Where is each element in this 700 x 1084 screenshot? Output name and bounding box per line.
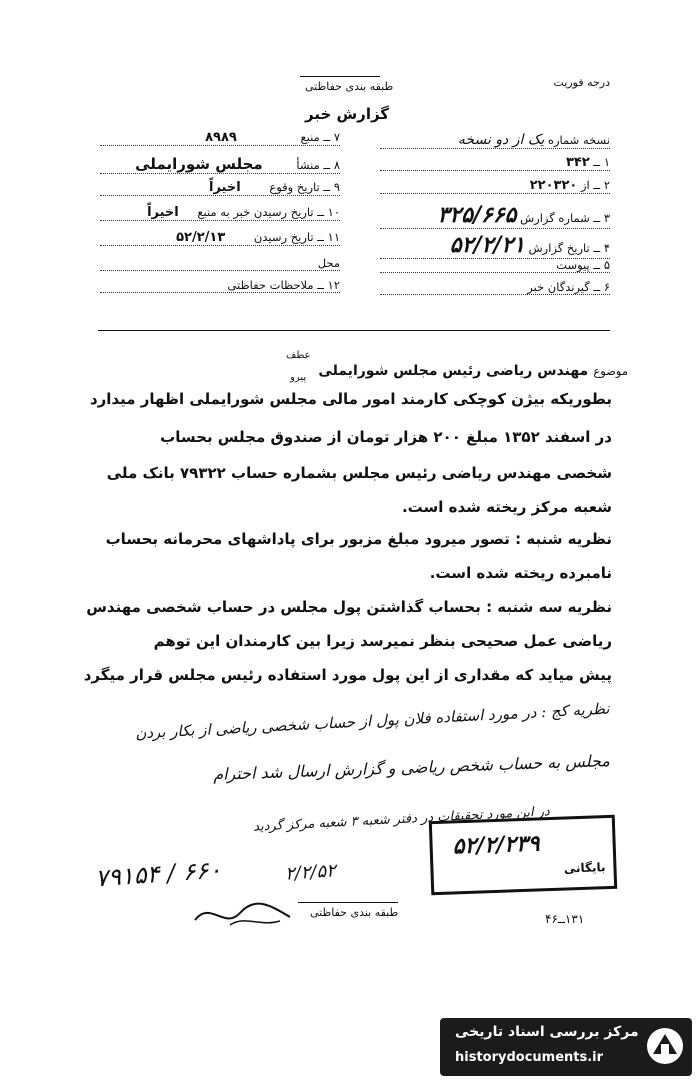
field-12-label: ۱۲ ــ ملاحظات حفاظتی <box>227 278 340 292</box>
field-8-value: مجلس شورایملی <box>135 155 263 173</box>
field-6-label: ۶ ــ گیرندگان خبر <box>527 280 610 294</box>
field-10-source-receipt-date <box>100 205 340 221</box>
classification-line-bottom <box>298 902 398 903</box>
registry-stamp <box>429 815 617 895</box>
body-line-4: شعبه مرکز ریخته شده است. <box>401 498 612 516</box>
copy-number-value: یک از دو نسخه <box>457 132 545 148</box>
body-line-5: نظریه شنبه : تصور میرود مبلغ مزبور برای پاداشهای محرمانه بحساب <box>105 530 612 548</box>
body-line-6: نامبرده ریخته شده است. <box>429 564 612 582</box>
copy-number-label: نسخه شماره <box>547 133 610 147</box>
field-10-value: اخیراً <box>147 205 179 220</box>
body-line-9: پیش میاید که مقداری از این پول مورد استفاده رئیس مجلس قرار میگرد <box>83 666 612 684</box>
field-1-label: ۱ ــ <box>593 155 610 169</box>
field-3-value: ۳۲۵/۶۶۵ <box>437 202 517 228</box>
field-10-label: ۱۰ ــ تاریخ رسیدن خبر به منبع <box>197 205 340 219</box>
header-separator <box>98 330 610 331</box>
watermark-title: مرکز بررسی اسناد تاریخی <box>455 1024 639 1040</box>
classification-label-bottom: طبقه بندی حفاظتی <box>310 906 399 919</box>
field-place-label: محل <box>317 256 340 270</box>
field-1-value: ۳۴۲ <box>565 155 590 170</box>
classification-label-top: طبقه بندی حفاظتی <box>305 80 394 93</box>
field-2-value: ۲۲۰۳۲۰ <box>529 178 578 193</box>
peyro-label: پیرو <box>290 372 307 383</box>
field-1 <box>380 155 610 171</box>
field-3-report-number <box>380 202 610 229</box>
form-code: ۱۳۱ــ۴۶ <box>545 912 585 926</box>
archive-logo-icon <box>645 1026 685 1066</box>
field-5-label: ۵ ــ پیوست <box>556 258 610 272</box>
body-line-1: بطوریکه بیژن کوچکی کارمند امور مالی مجلس شورایملی اظهار میدارد <box>89 390 612 408</box>
subject-label: موضوع <box>593 364 628 378</box>
field-9-value: اخیراً <box>209 180 241 195</box>
body-line-8: ریاضی عمل صحیحی بنظر نمیرسد زیرا بین کارمندان این توهم <box>153 632 612 650</box>
field-4-value: ۵۲/۲/۲۱ <box>449 232 525 258</box>
signature <box>190 895 300 935</box>
field-3-label: ۳ ــ شماره گزارش <box>520 211 610 225</box>
field-8-label: ۸ ــ منشأ <box>296 158 340 172</box>
body-line-7: نظریه سه شنبه : بحساب گذاشتن پول مجلس در حساب شخصی مهندس <box>86 598 612 616</box>
priority-label: درجه فوریت <box>553 76 610 89</box>
field-2 <box>380 178 610 194</box>
field-place <box>100 256 340 271</box>
stamp-label: بایگانی <box>563 860 606 876</box>
field-9-label: ۹ ــ تاریخ وقوع <box>269 180 340 194</box>
field-11-receipt-date <box>100 230 340 246</box>
field-7-source <box>100 130 340 146</box>
page-title: گزارش خبر <box>305 105 390 123</box>
subject-line <box>318 360 628 379</box>
atf-label: عطف <box>286 350 311 361</box>
field-8-origin <box>100 155 340 174</box>
field-7-label: ۷ ــ منبع <box>300 130 340 144</box>
handwritten-note-1: نظریه کج : در مورد استفاده فلان پول از حساب شخصی ریاضی از بکار بردن <box>135 699 611 743</box>
field-4-label: ۴ ــ تاریخ گزارش <box>528 241 610 255</box>
stamp-date: ۵۲/۲/۲۳۹ <box>452 830 541 860</box>
handwritten-number: ۷۹۱۵۴ / ۶۶۰ <box>94 855 223 893</box>
field-4-report-date <box>380 232 610 259</box>
body-line-3: شخصی مهندس ریاضی رئیس مجلس بشماره حساب ۷۹۳۲۲ بانک ملی <box>106 464 612 482</box>
field-9-occurrence-date <box>100 180 340 196</box>
copy-number-field <box>380 132 610 149</box>
field-2-label: ۲ ــ از <box>581 178 610 192</box>
field-5-attachment <box>380 258 610 273</box>
body-line-2: در اسفند ۱۳۵۲ مبلغ ۲۰۰ هزار تومان از صندوق مجلس بحساب <box>160 428 612 446</box>
handwritten-date: ۲/۲/۵۲ <box>284 860 337 885</box>
handwritten-note-2: مجلس به حساب شخص ریاضی و گزارش ارسال شد احترام <box>212 751 611 784</box>
field-11-value: ۵۲/۲/۱۳ <box>176 230 226 245</box>
handwritten-note-3: در این مورد تحقیقات در دفتر شعبه ۳ شعبه مرکز گردید <box>252 804 551 835</box>
watermark-url: historydocuments.ir <box>455 1050 604 1065</box>
field-11-label: ۱۱ ــ تاریخ رسیدن <box>253 230 340 244</box>
field-6-recipients <box>380 280 610 295</box>
field-12-security-notes <box>100 278 340 293</box>
subject-text: مهندس ریاضی رئیس مجلس شورایملی <box>318 363 589 379</box>
classification-line-top <box>300 76 380 77</box>
field-7-value: ۸۹۸۹ <box>205 130 237 145</box>
